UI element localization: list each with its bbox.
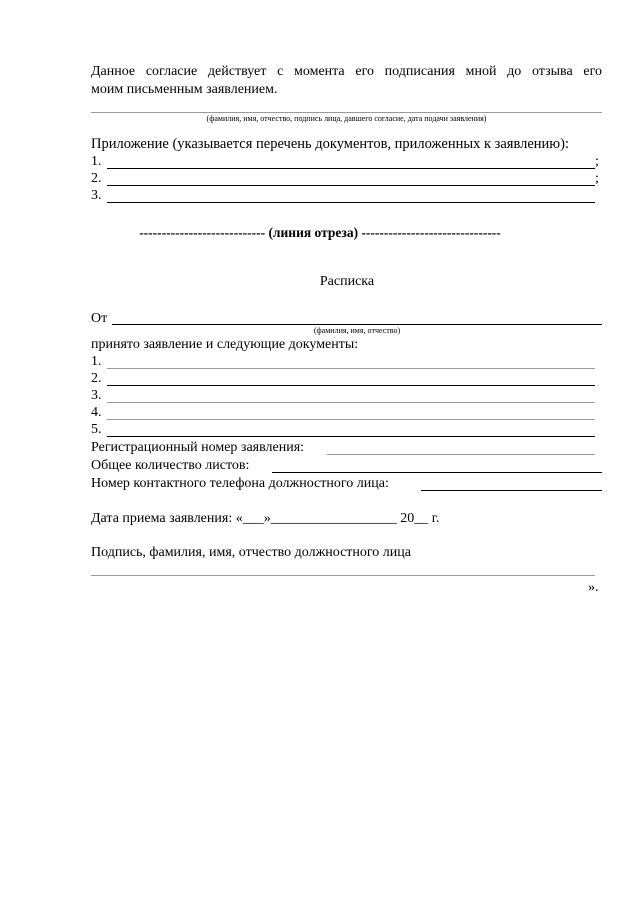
receipt-title: Расписка bbox=[319, 274, 375, 289]
consent-text-line1: Данное согласие действует с момента его подписания мной до отзыва его bbox=[91, 64, 602, 79]
receipt-item-5-line bbox=[107, 436, 595, 437]
attachment-item-3-num: 3. bbox=[91, 188, 102, 203]
phone-line bbox=[421, 490, 602, 491]
receipt-item-1-line bbox=[107, 368, 595, 369]
attachment-item-2-end: ; bbox=[595, 171, 599, 186]
receipt-date: Дата приема заявления: «___»__________________ 20__ г. bbox=[91, 511, 440, 526]
receipt-item-3-line bbox=[107, 402, 595, 403]
reg-number-line bbox=[327, 454, 595, 455]
receipt-accepted-text: принято заявление и следующие документы: bbox=[91, 337, 359, 352]
official-signature-label: Подпись, фамилия, имя, отчество должностного лица bbox=[91, 545, 411, 560]
attachment-item-1-line bbox=[107, 168, 595, 169]
signature-caption: (фамилия, имя, отчество, подпись лица, давшего согласие, дата подачи заявления) bbox=[206, 114, 487, 123]
cut-line: ---------------------------- (линия отреза) ------------------------------- bbox=[139, 225, 501, 240]
signature-line bbox=[91, 112, 602, 113]
attachment-item-1-num: 1. bbox=[91, 154, 102, 169]
receipt-item-3-num: 3. bbox=[91, 388, 102, 403]
sheets-label: Общее количество листов: bbox=[91, 458, 250, 473]
phone-label: Номер контактного телефона должностного лица: bbox=[91, 476, 389, 491]
reg-number-label: Регистрационный номер заявления: bbox=[91, 440, 305, 455]
attachment-item-3-line bbox=[107, 202, 595, 203]
sheets-line bbox=[272, 472, 602, 473]
attachment-item-1-end: ; bbox=[595, 154, 599, 169]
receipt-item-2-num: 2. bbox=[91, 371, 102, 386]
receipt-from-line bbox=[112, 324, 602, 325]
receipt-item-4-line bbox=[107, 419, 595, 420]
receipt-item-1-num: 1. bbox=[91, 354, 102, 369]
attachment-item-2-line bbox=[107, 185, 595, 186]
attachment-item-2-num: 2. bbox=[91, 171, 102, 186]
receipt-item-4-num: 4. bbox=[91, 405, 102, 420]
closing-mark: ». bbox=[588, 580, 599, 595]
receipt-from-label: От bbox=[91, 311, 108, 326]
receipt-item-5-num: 5. bbox=[91, 422, 102, 437]
receipt-item-2-line bbox=[107, 385, 595, 386]
receipt-from-caption: (фамилия, имя, отчество) bbox=[313, 326, 401, 335]
attachment-heading: Приложение (указывается перечень документов, приложенных к заявлению): bbox=[91, 136, 569, 152]
official-signature-line bbox=[91, 575, 595, 576]
consent-text-line2: моим письменным заявлением. bbox=[91, 82, 278, 97]
